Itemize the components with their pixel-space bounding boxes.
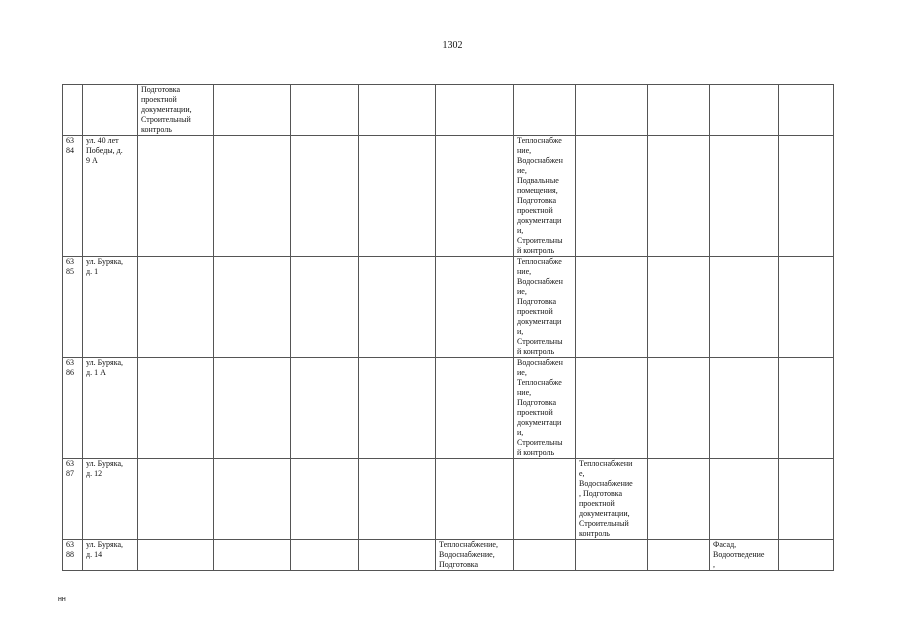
work-cell bbox=[138, 459, 214, 540]
work-cell bbox=[710, 459, 779, 540]
row-number bbox=[63, 85, 83, 136]
work-cell bbox=[576, 257, 648, 358]
row-number: 63 87 bbox=[63, 459, 83, 540]
work-cell bbox=[138, 257, 214, 358]
address-cell: ул. Буряка, д. 12 bbox=[83, 459, 138, 540]
work-cell bbox=[648, 459, 710, 540]
work-cell bbox=[514, 540, 576, 571]
table-row bbox=[63, 136, 834, 257]
work-cell bbox=[648, 85, 710, 136]
work-cell bbox=[214, 257, 291, 358]
work-cell: Теплоснабже ние, Водоснабжен ие, Подвальные помещения, Подготовка проектной документаци и, Строительны й контроль bbox=[514, 136, 576, 257]
work-cell: Теплоснабжение, Водоснабжение, Подготовка bbox=[436, 540, 514, 571]
work-cell bbox=[576, 358, 648, 459]
work-cell bbox=[359, 358, 436, 459]
work-cell: Теплоснабже ние, Водоснабжен ие, Подготовка проектной документаци и, Строительны й контроль bbox=[514, 257, 576, 358]
work-cell bbox=[779, 136, 834, 257]
work-cell bbox=[779, 257, 834, 358]
works-table bbox=[62, 84, 834, 571]
work-cell bbox=[648, 540, 710, 571]
work-cell bbox=[138, 136, 214, 257]
work-cell bbox=[576, 136, 648, 257]
work-cell bbox=[514, 459, 576, 540]
row-number: 63 88 bbox=[63, 540, 83, 571]
work-cell bbox=[436, 85, 514, 136]
row-number: 63 85 bbox=[63, 257, 83, 358]
row-number: 63 86 bbox=[63, 358, 83, 459]
work-cell bbox=[710, 85, 779, 136]
address-cell: ул. 40 лет Победы, д. 9 А bbox=[83, 136, 138, 257]
work-cell bbox=[648, 358, 710, 459]
table-row bbox=[63, 540, 834, 571]
work-cell bbox=[514, 85, 576, 136]
page-number: 1302 bbox=[442, 40, 463, 51]
work-cell bbox=[359, 257, 436, 358]
work-cell bbox=[648, 136, 710, 257]
work-cell bbox=[436, 358, 514, 459]
work-cell bbox=[214, 540, 291, 571]
work-cell bbox=[779, 358, 834, 459]
work-cell: Теплоснабжени е, Водоснабжение , Подготовка проектной документации, Строительный контроль bbox=[576, 459, 648, 540]
work-cell bbox=[291, 540, 359, 571]
work-cell bbox=[359, 540, 436, 571]
work-cell bbox=[779, 85, 834, 136]
work-cell bbox=[214, 85, 291, 136]
work-cell: Подготовка проектной документации, Строительный контроль bbox=[138, 85, 214, 136]
table-row bbox=[63, 358, 834, 459]
work-cell bbox=[436, 136, 514, 257]
work-cell bbox=[576, 85, 648, 136]
work-cell bbox=[710, 358, 779, 459]
address-cell: ул. Буряка, д. 1 bbox=[83, 257, 138, 358]
address-cell: ул. Буряка, д. 14 bbox=[83, 540, 138, 571]
work-cell: Фасад, Водоотведение , bbox=[710, 540, 779, 571]
work-cell bbox=[436, 257, 514, 358]
work-cell bbox=[291, 459, 359, 540]
work-cell bbox=[291, 85, 359, 136]
work-cell: Водоснабжен ие, Теплоснабже ние, Подготовка проектной документаци и, Строительны й контроль bbox=[514, 358, 576, 459]
work-cell bbox=[710, 257, 779, 358]
work-cell bbox=[138, 358, 214, 459]
work-cell bbox=[576, 540, 648, 571]
work-cell bbox=[214, 136, 291, 257]
row-number: 63 84 bbox=[63, 136, 83, 257]
work-cell bbox=[214, 358, 291, 459]
work-cell bbox=[291, 358, 359, 459]
footer-mark: нн bbox=[58, 596, 66, 603]
work-cell bbox=[648, 257, 710, 358]
work-cell bbox=[436, 459, 514, 540]
table-row bbox=[63, 459, 834, 540]
table-row bbox=[63, 85, 834, 136]
work-cell bbox=[710, 136, 779, 257]
address-cell: ул. Буряка, д. 1 А bbox=[83, 358, 138, 459]
work-cell bbox=[291, 257, 359, 358]
table-row bbox=[63, 257, 834, 358]
work-cell bbox=[138, 540, 214, 571]
work-cell bbox=[779, 540, 834, 571]
address-cell bbox=[83, 85, 138, 136]
work-cell bbox=[359, 85, 436, 136]
work-cell bbox=[359, 459, 436, 540]
work-cell bbox=[359, 136, 436, 257]
work-cell bbox=[214, 459, 291, 540]
work-cell bbox=[779, 459, 834, 540]
work-cell bbox=[291, 136, 359, 257]
